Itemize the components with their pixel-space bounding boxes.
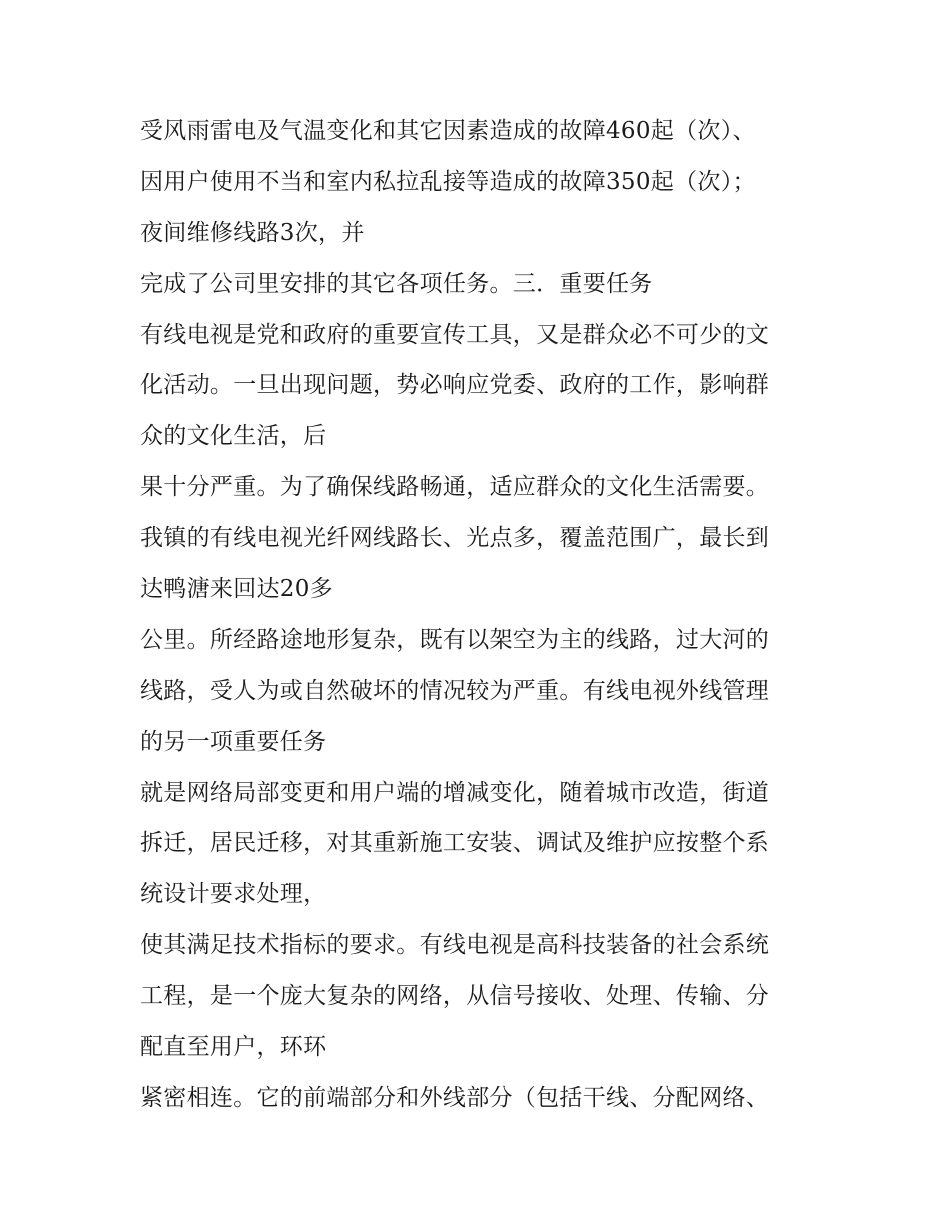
document-body [140,106,830,1124]
text-line: 夜间维修线路3次，并 [140,219,365,246]
text-line: 果十分严重。为了确保线路畅通，适应群众的文化生活需要。 [140,474,770,501]
text-line: 就是网络局部变更和用户端的增减变化，随着城市改造，街道 [140,779,770,806]
text-line: 有线电视是党和政府的重要宣传工具，又是群众必不可少的文 [140,321,770,348]
text-line: 统设计要求处理， [140,881,327,908]
text-line: 众的文化生活，后 [140,423,327,450]
text-line: 的另一项重要任务 [140,728,327,755]
text-line: 因用户使用不当和室内私拉乱接等造成的故障350起（次）； [140,168,756,195]
text-line: 配直至用户，环环 [140,1034,327,1061]
text-line: 线路，受人为或自然破坏的情况较为严重。有线电视外线管理 [140,677,770,704]
text-line: 使其满足技术指标的要求。有线电视是高科技装备的社会系统 [140,932,770,959]
text-line: 我镇的有线电视光纤网线路长、光点多，覆盖范围广，最长到 [140,525,770,552]
text-line: 工程，是一个庞大复杂的网络，从信号接收、处理、传输、分 [140,983,770,1010]
text-line: 化活动。一旦出现问题，势必响应党委、政府的工作，影响群 [140,372,770,399]
text-line: 紧密相连。它的前端部分和外线部分（包括干线、分配网络、 [140,1084,770,1111]
text-line: 达鸭溏来回达20多 [140,576,333,603]
text-line: 完成了公司里安排的其它各项任务。三．重要任务 [140,270,653,297]
text-line: 拆迁，居民迁移，对其重新施工安装、调试及维护应按整个系 [140,830,770,857]
text-line: 受风雨雷电及气温变化和其它因素造成的故障460起（次）、 [140,118,756,144]
text-line: 公里。所经路途地形复杂，既有以架空为主的线路，过大河的 [140,626,770,653]
